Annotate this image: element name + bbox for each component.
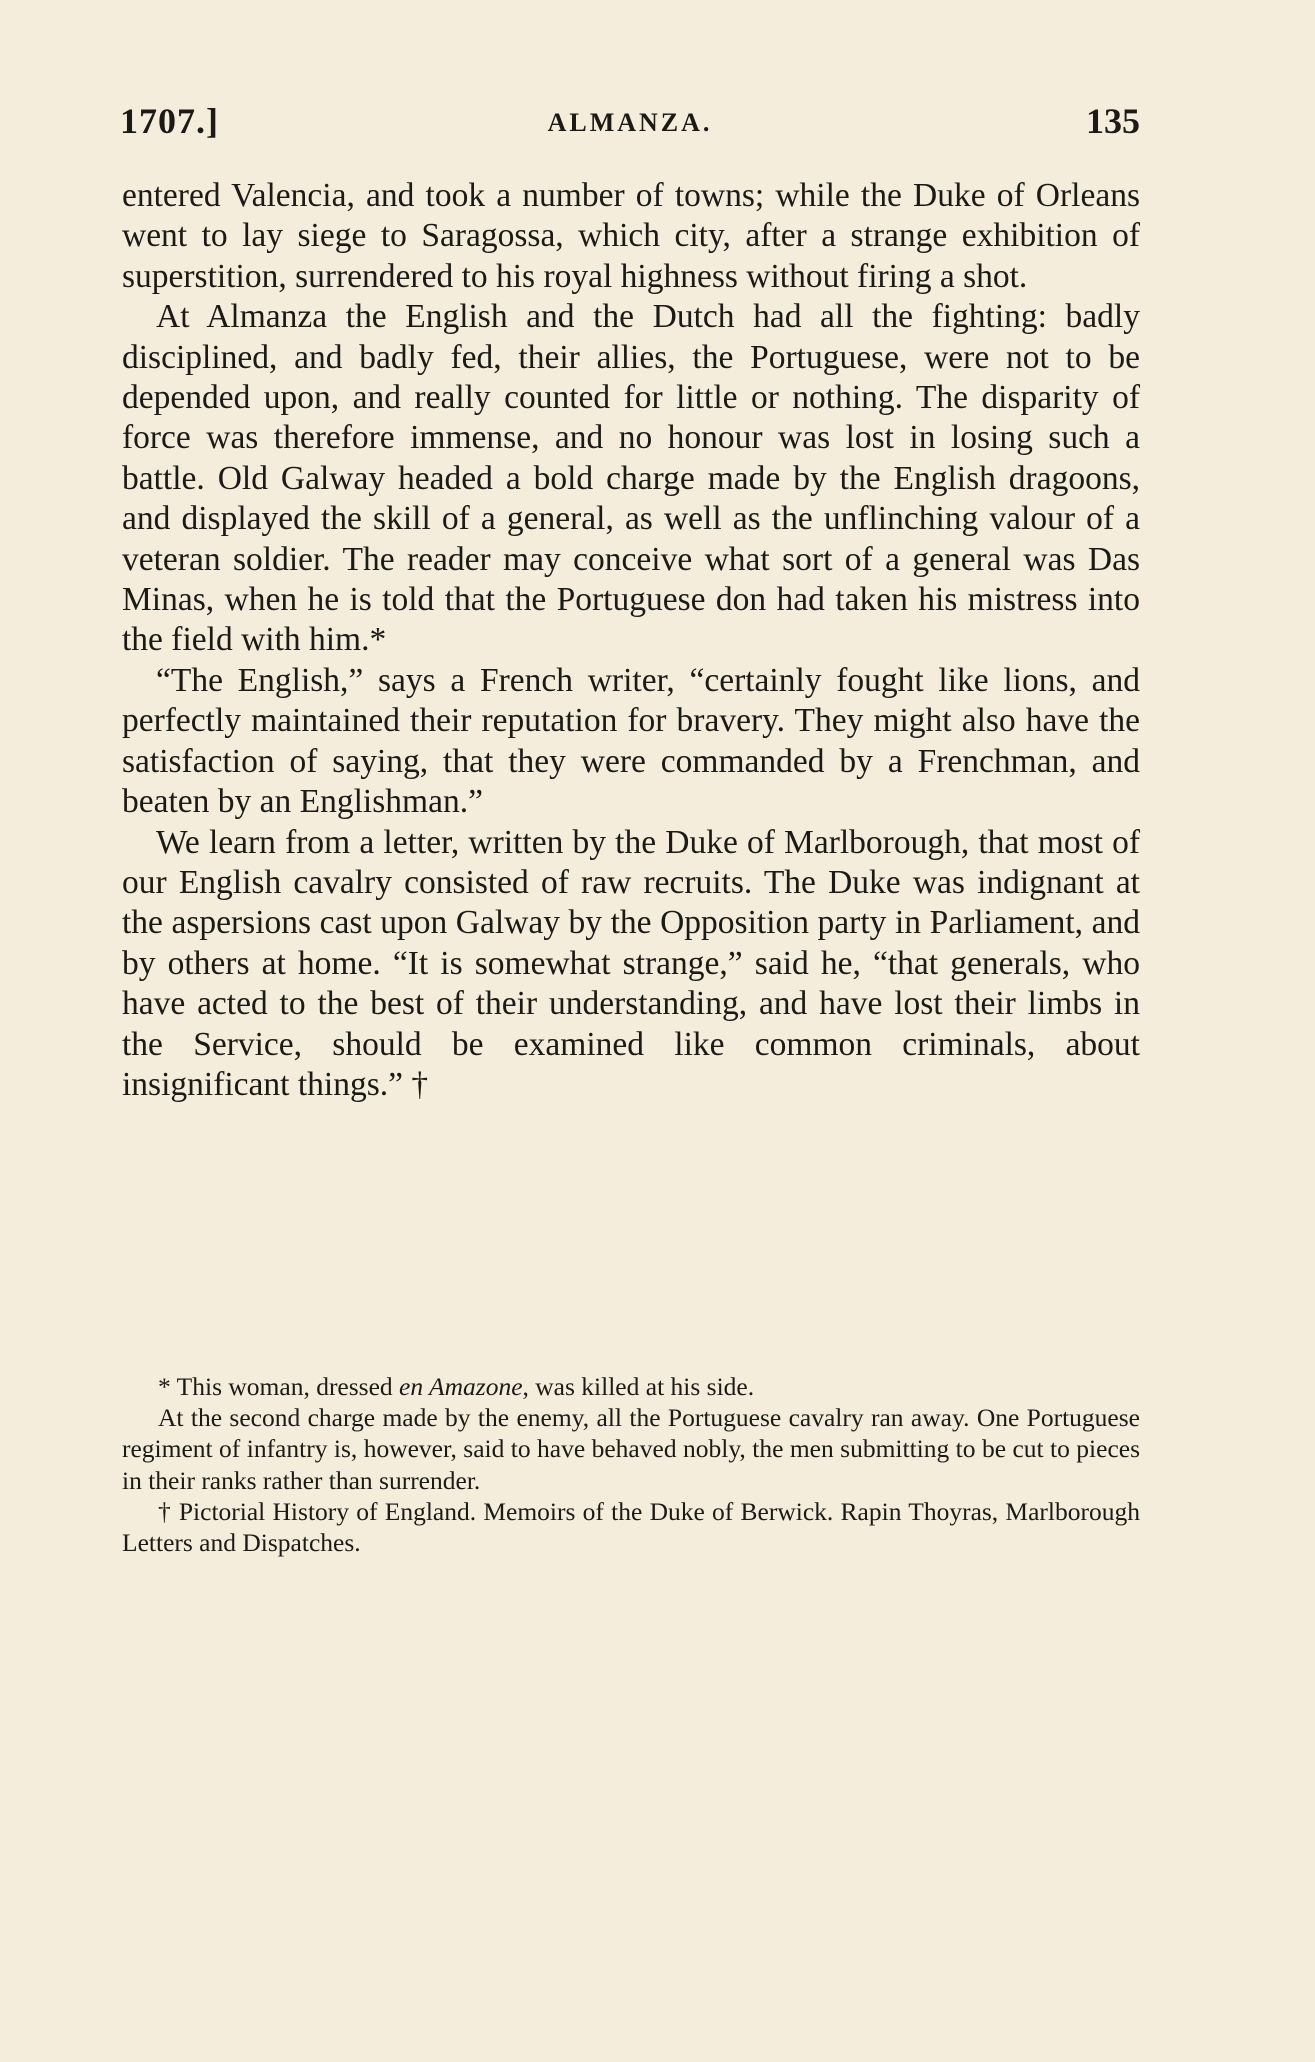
running-title: ALMANZA. <box>547 108 713 137</box>
running-year: 1707.] <box>120 101 219 141</box>
paragraph-marlborough-letter: We learn from a letter, written by the Duke of Marlborough, that most of our English cavalry consisted of raw recruits. The Duke was indignant at the aspersions cast upon Galway by the Opposition party in Parliament, and by others at home. “It is somewhat strange,” said he, “that generals, who have acted to the best of their understanding, and have lost their limbs in the Service, should be examined like common criminals, about insignificant things.” † <box>122 823 1140 1103</box>
body-text <box>122 176 1140 1105</box>
paragraph-french-writer-quote: “The English,” says a French writer, “certainly fought like lions, and perfectly maintained their reputation for bravery. They might also have the satisfaction of saying, that they were commanded by a Frenchman, and beaten by an Englishman.” <box>122 661 1140 821</box>
footnote-star <box>122 1371 1140 1402</box>
footnotes <box>122 1371 1140 1558</box>
footnote-star-suffix: , was killed at his side. <box>522 1372 755 1401</box>
footnote-dagger: † Pictorial History of England. Memoirs of the Duke of Berwick. Rapin Thoyras, Marlborough Letters and Dispatches. <box>122 1496 1140 1558</box>
paragraph-continuation: entered Valencia, and took a number of towns; while the Duke of Orleans went to lay siege to Saragossa, which city, after a strange exhibition of superstition, surrendered to his royal highness without firing a shot. <box>122 177 1140 295</box>
page-number: 135 <box>1086 101 1140 141</box>
footnote-star-italic: en Amazone <box>399 1372 523 1401</box>
running-header <box>120 100 1140 150</box>
footnote-star-prefix: * This woman, dressed <box>158 1372 400 1401</box>
footnote-second-charge: At the second charge made by the enemy, all the Portuguese cavalry ran away. One Portuguese regiment of infantry is, however, said to have behaved nobly, the men submitting to be cut to pieces in their ranks rather than surrender. <box>122 1403 1140 1495</box>
paragraph-almanza-battle: At Almanza the English and the Dutch had all the fighting: badly disciplined, and badly fed, their allies, the Portuguese, were not to be depended upon, and really counted for little or nothing. The disparity of force was therefore immense, and no honour was lost in losing such a battle. Old Galway headed a bold charge made by the English dragoons, and displayed the skill of a general, as well as the unflinching valour of a veteran soldier. The reader may conceive what sort of a general was Das Minas, when he is told that the Portuguese don had taken his mistress into the field with him.* <box>122 298 1140 659</box>
